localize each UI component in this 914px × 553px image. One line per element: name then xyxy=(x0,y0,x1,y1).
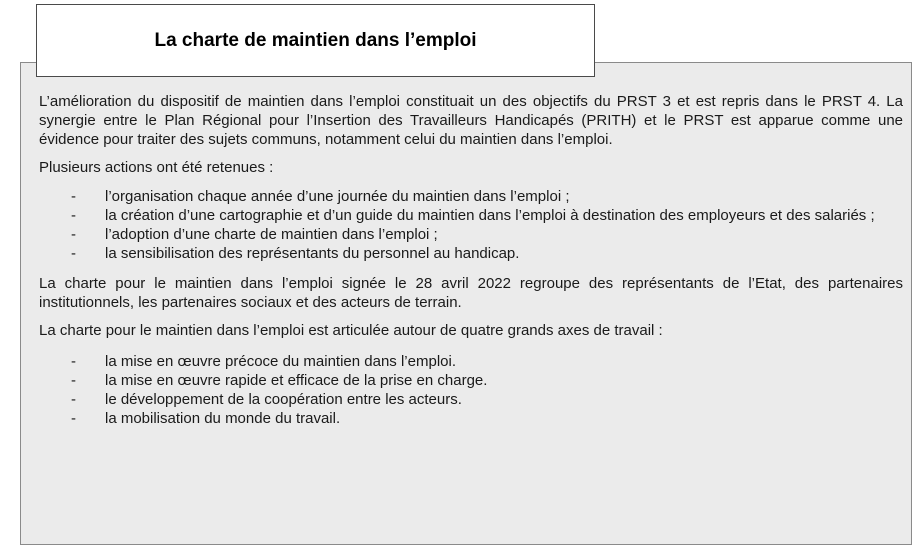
bullet-dash: - xyxy=(71,207,76,224)
bullet-dash: - xyxy=(71,226,76,243)
list-item-text: l’organisation chaque année d’une journée du maintien dans l’emploi ; xyxy=(105,188,570,205)
bullet-dash: - xyxy=(71,188,76,205)
bullet-dash: - xyxy=(71,410,76,427)
page-title: La charte de maintien dans l’emploi xyxy=(154,29,477,51)
intro-paragraph: L’amélioration du dispositif de maintien dans l’emploi constituait un des objectifs du PRST 3 et est repris dans le PRST 4. La synergie entre le Plan Régional pour l’Insertion des Travailleurs Handicapés (PRITH) et le PRST est apparue comme une évidence pour traiter des sujets communs, notamment celui du maintien dans l’emploi. xyxy=(39,93,903,148)
bullet-dash: - xyxy=(71,391,76,408)
bullet-dash: - xyxy=(71,353,76,370)
list-item-text: la création d’une cartographie et d’un guide du maintien dans l’emploi à destination des employeurs et des salariés ; xyxy=(105,207,875,224)
list-item-text: la mobilisation du monde du travail. xyxy=(105,410,341,427)
list-item xyxy=(39,225,903,244)
axes-intro: La charte pour le maintien dans l’emploi est articulée autour de quatre grands axes de travail : xyxy=(39,322,663,339)
list-item xyxy=(39,390,903,409)
content-body xyxy=(39,92,903,428)
list-item xyxy=(39,187,903,206)
charte-signed-paragraph: La charte pour le maintien dans l’emploi signée le 28 avril 2022 regroupe des représentants de l’Etat, des partenaires institutionnels, les partenaires sociaux et des acteurs de terrain. xyxy=(39,275,903,311)
list-item xyxy=(39,371,903,390)
list-item-text: la sensibilisation des représentants du personnel au handicap. xyxy=(105,245,520,262)
list-item-text: la mise en œuvre rapide et efficace de la prise en charge. xyxy=(105,372,488,389)
list-item xyxy=(39,244,903,263)
list-item xyxy=(39,206,903,225)
list-item-text: la mise en œuvre précoce du maintien dans l’emploi. xyxy=(105,353,456,370)
list-item xyxy=(39,409,903,428)
list-item-text: le développement de la coopération entre les acteurs. xyxy=(105,391,462,408)
bullet-dash: - xyxy=(71,245,76,262)
axes-list xyxy=(39,352,903,428)
actions-list xyxy=(39,187,903,263)
title-box xyxy=(36,4,595,77)
list-item xyxy=(39,352,903,371)
actions-intro: Plusieurs actions ont été retenues : xyxy=(39,159,274,176)
list-item-text: l’adoption d’une charte de maintien dans l’emploi ; xyxy=(105,226,438,243)
bullet-dash: - xyxy=(71,372,76,389)
